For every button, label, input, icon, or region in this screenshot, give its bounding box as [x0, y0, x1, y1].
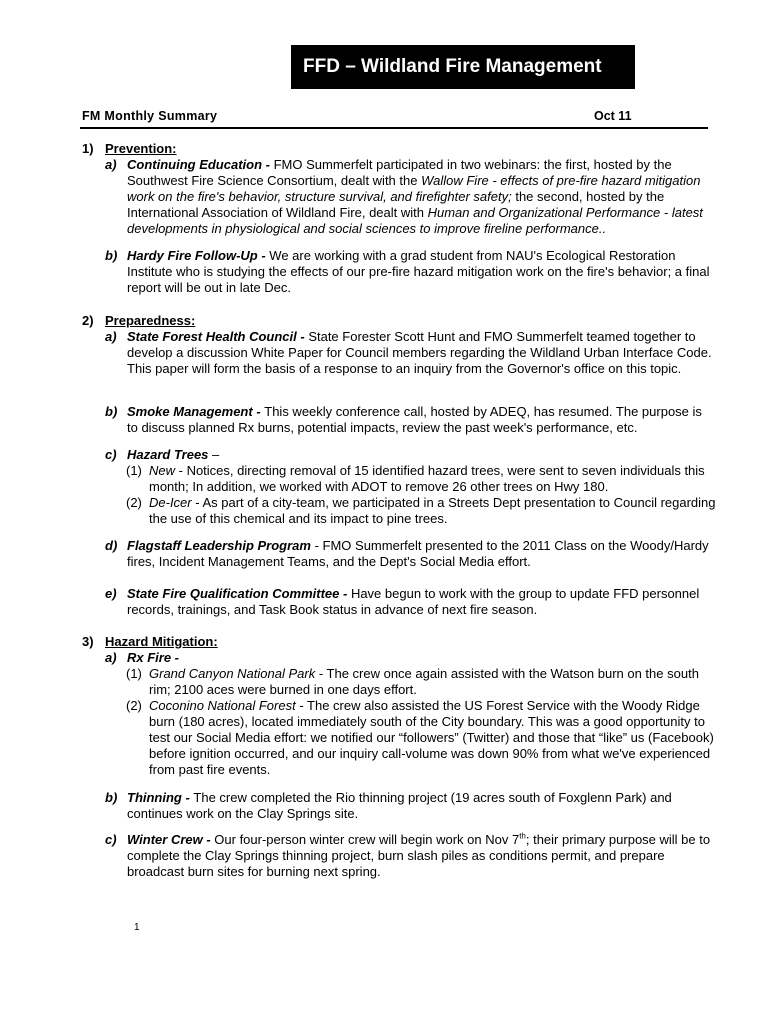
- item-text-italic: Wallow Fire - effects of pre-fire hazard mitigation work on the fire's behavior, structure survival, and firefighter safety;: [127, 173, 701, 204]
- item-heading: State Fire Qualification Committee -: [127, 586, 351, 601]
- item-smoke-management: [105, 404, 715, 436]
- item-heading: State Forest Health Council -: [127, 329, 309, 344]
- item-text-italic: Human and Organizational Performance - latest developments in physiological and social sciences to improve fireline performance..: [127, 205, 703, 236]
- item-text: State Forester Scott Hunt and FMO Summerfelt teamed together to develop a discussion White Paper for Council members regarding the Wildland Urban Interface Code. This paper will form the basis of a response to an inquiry from the Governor's office on this topic.: [127, 329, 712, 376]
- item-hazard-trees: [105, 447, 715, 463]
- item-text: Have begun to work with the group to update FFD personnel records, trainings, and Task Book status in advance of next fire season.: [127, 586, 700, 617]
- subitem-number: (1): [126, 666, 142, 681]
- subitem-text: - The crew once again assisted with the Watson burn on the south rim; 2100 aces were burned in one days effort.: [149, 666, 699, 697]
- item-label: a): [105, 329, 117, 344]
- item-heading: Hazard Trees: [127, 447, 209, 462]
- subitem-grand-canyon: [126, 666, 716, 698]
- item-state-fire-qualification-committee: [105, 586, 715, 618]
- item-heading: Continuing Education -: [127, 157, 274, 172]
- summary-date: Oct 11: [594, 109, 632, 123]
- item-label: c): [105, 832, 117, 847]
- section-number-hazard-mitigation: 3): [82, 634, 94, 649]
- item-text: The crew completed the Rio thinning project (19 acres south of Foxglenn Park) and continues work on the Clay Springs site.: [127, 790, 672, 821]
- item-label: a): [105, 650, 117, 665]
- item-flagstaff-leadership-program: [105, 538, 715, 570]
- item-heading: Flagstaff Leadership Program: [127, 538, 311, 553]
- item-label: a): [105, 157, 117, 172]
- item-state-forest-health-council: [105, 329, 715, 377]
- item-heading: Winter Crew -: [127, 832, 215, 847]
- item-text: ; their primary purpose will be to complete the Clay Springs thinning project, burn slash piles as conditions permit, and prepare broadcast burn sites for burning next spring.: [127, 832, 711, 879]
- item-thinning: [105, 790, 715, 822]
- section-title-hazard-mitigation: Hazard Mitigation:: [105, 634, 218, 649]
- item-label: b): [105, 404, 118, 419]
- item-heading: Rx Fire -: [127, 650, 180, 665]
- header-divider: [80, 127, 708, 129]
- page-number: 1: [134, 922, 140, 933]
- item-heading: Thinning -: [127, 790, 194, 805]
- subitem-text: - Notices, directing removal of 15 identified hazard trees, were sent to seven individuals this month; In addition, we worked with ADOT to remove 26 other trees on Hwy 180.: [149, 463, 705, 494]
- item-winter-crew: [105, 832, 715, 880]
- subitem-de-icer: [126, 495, 716, 527]
- item-heading: Hardy Fire Follow-Up -: [127, 248, 270, 263]
- item-hardy-fire-follow-up: [105, 248, 715, 296]
- ordinal-suffix: th: [519, 831, 526, 841]
- section-number-prevention: 1): [82, 141, 94, 156]
- item-rx-fire: [105, 650, 715, 666]
- summary-label: FM Monthly Summary: [82, 109, 218, 123]
- item-heading: Smoke Management -: [127, 404, 265, 419]
- item-text: the second, hosted by the International Association of Wildland Fire, dealt with: [127, 189, 665, 220]
- subitem-coconino: [126, 698, 716, 778]
- item-text: FMO Summerfelt participated in two webinars: the first, hosted by the Southwest Fire Science Consortium, dealt with the: [127, 157, 672, 188]
- item-dash: –: [208, 447, 220, 462]
- item-text: We are working with a grad student from NAU's Ecological Restoration Institute who is studying the effects of our pre-fire hazard mitigation work on the fire's behavior; a final report will be out in late Dec.: [127, 248, 710, 295]
- document-title: FFD – Wildland Fire Management: [291, 45, 635, 89]
- item-continuing-education: [105, 157, 715, 237]
- subitem-text: - As part of a city-team, we participated in a Streets Dept presentation to Council regarding the use of this chemical and its impact to pine trees.: [149, 495, 716, 526]
- subitem-heading: New: [149, 463, 176, 478]
- item-label: b): [105, 248, 118, 263]
- subitem-new: [126, 463, 716, 495]
- subitem-number: (2): [126, 698, 142, 713]
- item-label: b): [105, 790, 118, 805]
- item-text: Our four-person winter crew will begin work on Nov 7: [214, 832, 520, 847]
- section-title-prevention: Prevention:: [105, 141, 177, 156]
- subitem-number: (2): [126, 495, 142, 510]
- subitem-number: (1): [126, 463, 142, 478]
- item-label: d): [105, 538, 118, 553]
- subitem-text: - The crew also assisted the US Forest Service with the Woody Ridge burn (180 acres), located immediately south of the City boundary. This was a good opportunity to test our Social Media effort: we notified our “followers” (Twitter) and those that “like” us (Facebook) before ignition occurred, and our inquiry call-volume was down 90% from what we've experienced from past fire events.: [149, 698, 714, 777]
- item-text: This weekly conference call, hosted by ADEQ, has resumed. The purpose is to discuss planned Rx burns, potential impacts, review the past week's performance, etc.: [127, 404, 702, 435]
- section-title-preparedness: Preparedness:: [105, 313, 196, 328]
- subitem-heading: Coconino National Forest: [149, 698, 296, 713]
- subitem-heading: De-Icer: [149, 495, 192, 510]
- item-label: e): [105, 586, 117, 601]
- item-text: - FMO Summerfelt presented to the 2011 Class on the Woody/Hardy fires, Incident Management Teams, and the Dept's Social Media effort.: [127, 538, 709, 569]
- section-number-preparedness: 2): [82, 313, 94, 328]
- subitem-heading: Grand Canyon National Park: [149, 666, 316, 681]
- item-label: c): [105, 447, 117, 462]
